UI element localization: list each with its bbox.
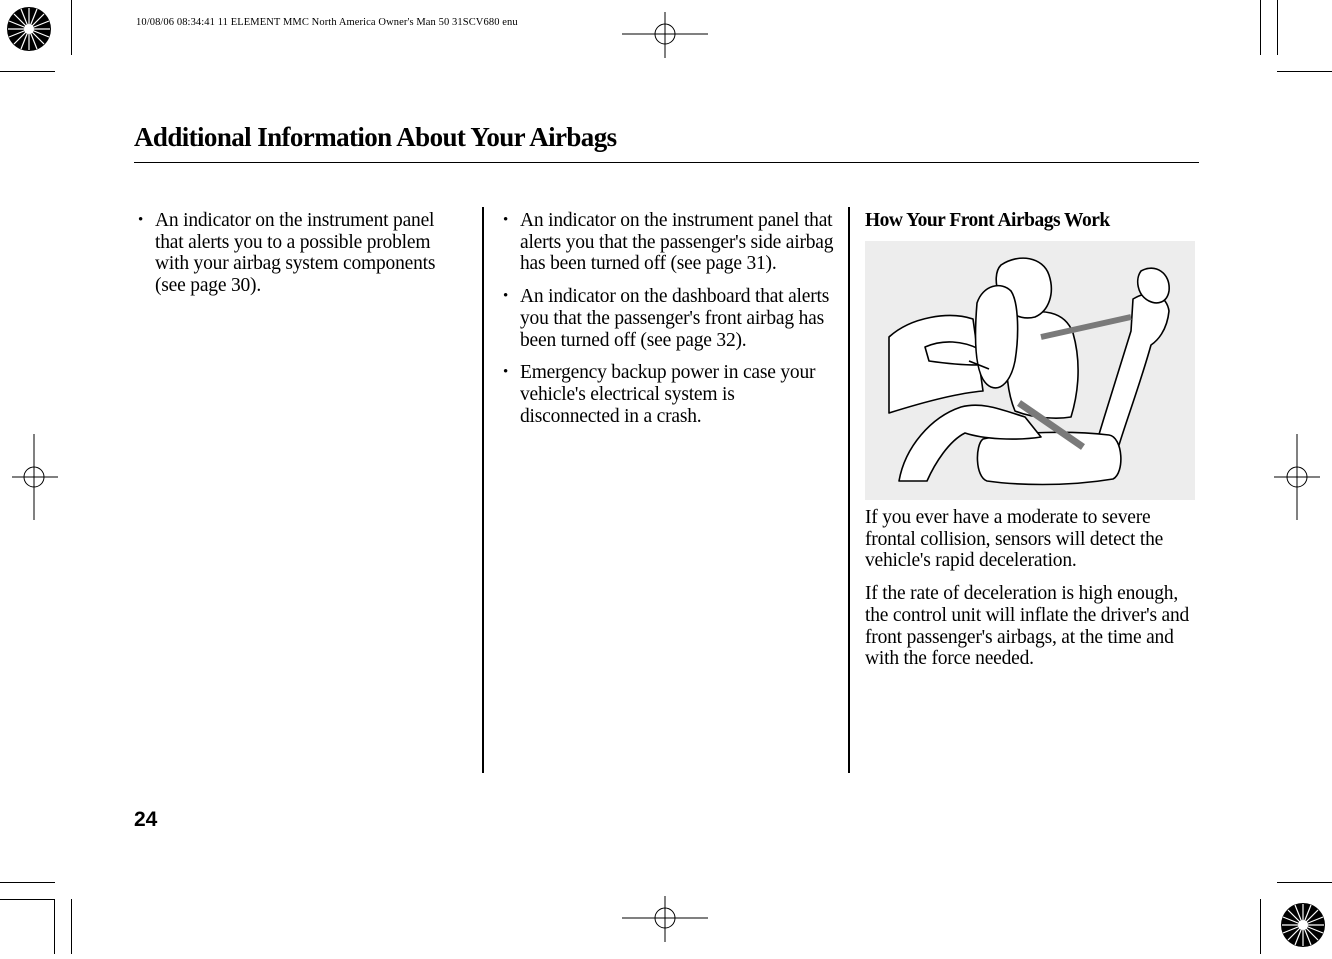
bullet-icon: • — [503, 364, 509, 381]
crosshair-icon — [620, 894, 712, 944]
list-item — [501, 286, 836, 351]
list-item-text: An indicator on the instrument panel that alerts you to a possible problem with your airbag system components (see page 30). — [155, 210, 436, 297]
crop-mark — [71, 0, 72, 55]
list-item-text: An indicator on the dashboard that alerts you that the passenger's front airbag has been turned off (see page 32). — [520, 286, 830, 351]
starburst-icon — [0, 0, 60, 60]
section-heading: How Your Front Airbags Work — [865, 210, 1110, 231]
crop-mark — [0, 899, 55, 900]
list-item — [501, 362, 836, 427]
crosshair-icon — [10, 432, 60, 522]
crop-mark — [0, 882, 55, 883]
paragraph: If you ever have a moderate to severe frontal collision, sensors will detect the vehicle's rapid deceleration. — [865, 507, 1164, 572]
column-3 — [865, 210, 1201, 681]
crop-mark — [71, 899, 72, 954]
crosshair-icon — [620, 10, 712, 60]
column-2 — [501, 210, 836, 438]
print-header-meta: 10/08/06 08:34:41 11 ELEMENT MMC North America Owner's Man 50 31SCV680 enu — [136, 17, 518, 28]
bullet-icon: • — [503, 212, 509, 228]
airbag-illustration — [865, 241, 1195, 500]
list-item-text: Emergency backup power in case your vehicle's electrical system is disconnected in a crash. — [520, 362, 816, 427]
paragraph: If the rate of deceleration is high enough, the control unit will inflate the driver's and front passenger's airbags, at the time and with the force needed. — [865, 583, 1190, 670]
column-divider — [848, 207, 850, 773]
list-item — [501, 210, 836, 275]
crosshair-icon — [1272, 432, 1322, 522]
crop-mark — [54, 899, 55, 954]
crop-mark — [1277, 71, 1332, 72]
page-number: 24 — [134, 808, 158, 831]
bullet-icon: • — [503, 288, 509, 305]
list-item — [136, 210, 466, 297]
title-divider — [134, 162, 1199, 163]
registration-mark-top-left — [0, 0, 60, 60]
registration-mark-bottom-right — [1272, 894, 1332, 954]
list-item-text: An indicator on the instrument panel that alerts you that the passenger's side airbag has been turned off (see page 31). — [520, 210, 834, 275]
crop-mark — [1260, 0, 1261, 55]
page-title: Additional Information About Your Airbags — [134, 122, 617, 152]
bullet-list — [501, 210, 836, 427]
crop-mark — [1277, 0, 1278, 55]
driver-airbag-drawing — [865, 241, 1195, 500]
starburst-icon — [1272, 894, 1332, 954]
column-divider — [482, 207, 484, 773]
crop-mark — [1277, 882, 1332, 883]
bullet-list — [136, 210, 466, 297]
column-1 — [136, 210, 466, 308]
crop-mark — [0, 71, 55, 72]
crop-mark — [1260, 899, 1261, 954]
bullet-icon: • — [138, 212, 144, 228]
